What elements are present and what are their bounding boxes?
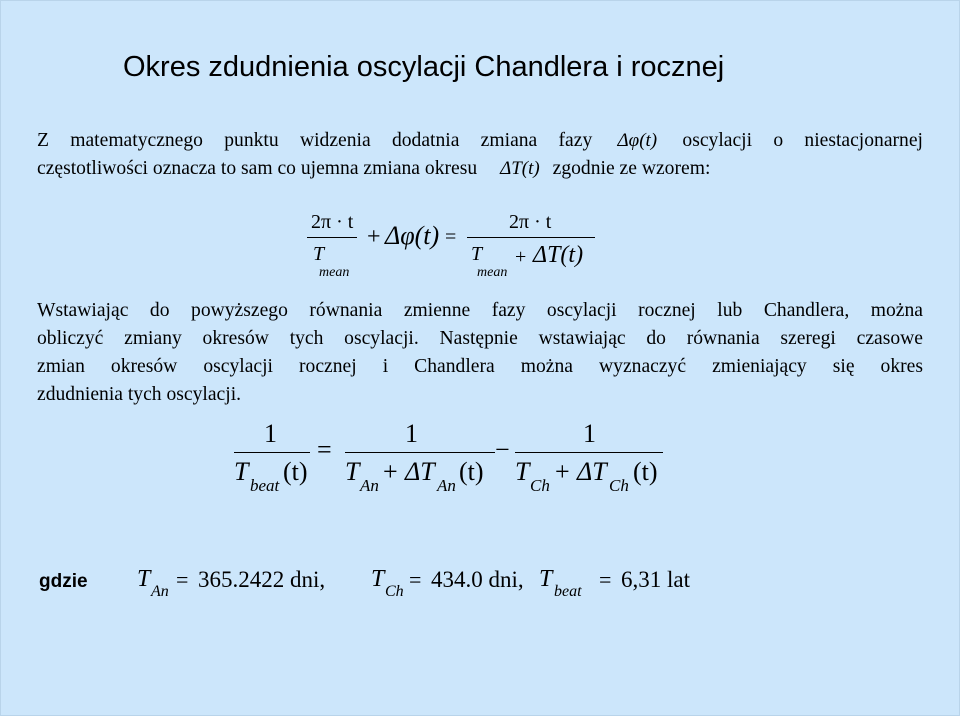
intro-text-2b: zgodnie ze wzorem: xyxy=(552,158,711,179)
slide-title: Okres zdudnienia oscylacji Chandlera i rocznej xyxy=(123,51,725,83)
f2-sub-beat: beat xyxy=(250,476,280,495)
inline-delta-phi: Δφ(t) xyxy=(617,130,658,151)
f2-sub-An-1: An xyxy=(360,476,379,495)
def-sub-beat: beat xyxy=(554,583,582,600)
method-line-3: zmian okresów oscylacji rocznej i Chandlera można wyznaczyć zmieniający się okres xyxy=(37,356,923,377)
f1-delta-phi: Δφ(t) xyxy=(385,221,440,250)
f2-fraction-bar-1 xyxy=(234,452,310,453)
intro-paragraph xyxy=(37,127,923,183)
f1-plus-2: + xyxy=(515,246,527,268)
f1-numerator-right: 2π · t xyxy=(509,211,552,233)
f2-numerator-2: 1 xyxy=(405,419,418,448)
f1-equals: = xyxy=(445,226,457,248)
inline-delta-T: ΔT(t) xyxy=(500,158,540,179)
f1-denominator-right: T xyxy=(471,243,483,265)
def-eq-Ch: = xyxy=(409,567,422,592)
f1-delta-T: ΔT(t) xyxy=(533,242,584,268)
intro-text-1a: Z matematycznego punktu widzenia dodatnia zmiana fazy xyxy=(37,130,593,151)
f1-plus-1: + xyxy=(367,224,381,250)
f2-dT-Ch: ΔT xyxy=(577,457,607,486)
method-paragraph xyxy=(37,297,923,409)
f2-sub-An-2: An xyxy=(437,476,456,495)
intro-line-1 xyxy=(37,127,923,155)
f2-t-Ch: (t) xyxy=(633,457,658,486)
f2-sub-Ch-1: Ch xyxy=(530,476,550,495)
f2-sub-Ch-2: Ch xyxy=(609,476,629,495)
f2-fraction-bar-2 xyxy=(345,452,495,453)
method-line-2: obliczyć zmiany okresów tych oscylacji. Następnie wstawiając do równania szeregi czasowe xyxy=(37,328,923,349)
def-eq-An: = xyxy=(176,567,189,592)
f2-minus: − xyxy=(495,435,510,464)
def-T-beat: T xyxy=(539,566,553,592)
f2-plus-2: + xyxy=(555,457,570,486)
intro-text-1b: oscylacji o niestacjonarnej xyxy=(682,130,923,151)
def-value-An: 365.2422 dni, xyxy=(198,567,326,592)
def-sub-Ch: Ch xyxy=(385,583,404,600)
def-T-Ch: T xyxy=(371,566,385,592)
f1-denominator-left: T xyxy=(313,243,325,265)
f2-t-beat: (t) xyxy=(283,457,308,486)
method-line-1: Wstawiając do powyższego równania zmienne fazy oscylacji rocznej lub Chandlera, można xyxy=(37,300,923,321)
f2-dT-An: ΔT xyxy=(405,457,435,486)
def-value-Ch: 434.0 dni, xyxy=(431,567,524,592)
f1-subscript-right: mean xyxy=(477,265,508,280)
intro-line-2 xyxy=(37,155,923,183)
where-label: gdzie xyxy=(39,571,88,592)
intro-text-2a: częstotliwości oznacza to sam co ujemna zmiana okresu xyxy=(37,158,478,179)
def-eq-beat: = xyxy=(599,567,612,592)
f2-T-Ch: T xyxy=(515,457,530,486)
f2-plus-1: + xyxy=(383,457,398,486)
f2-T-beat: T xyxy=(234,457,249,486)
method-line-4: zdudnienia tych oscylacji. xyxy=(37,384,242,405)
f1-numerator-left: 2π · t xyxy=(311,211,354,233)
f1-fraction-bar-right xyxy=(467,237,595,238)
def-T-An: T xyxy=(137,566,151,592)
f2-numerator-3: 1 xyxy=(583,419,596,448)
f2-t-An: (t) xyxy=(459,457,484,486)
f2-fraction-bar-3 xyxy=(515,452,663,453)
f2-T-An: T xyxy=(345,457,360,486)
f1-fraction-bar-left xyxy=(307,237,357,238)
def-value-beat: 6,31 lat xyxy=(621,567,690,592)
f1-subscript-left: mean xyxy=(319,265,350,280)
f2-equals: = xyxy=(317,435,332,464)
def-sub-An: An xyxy=(151,583,169,600)
f2-numerator-1: 1 xyxy=(264,419,277,448)
